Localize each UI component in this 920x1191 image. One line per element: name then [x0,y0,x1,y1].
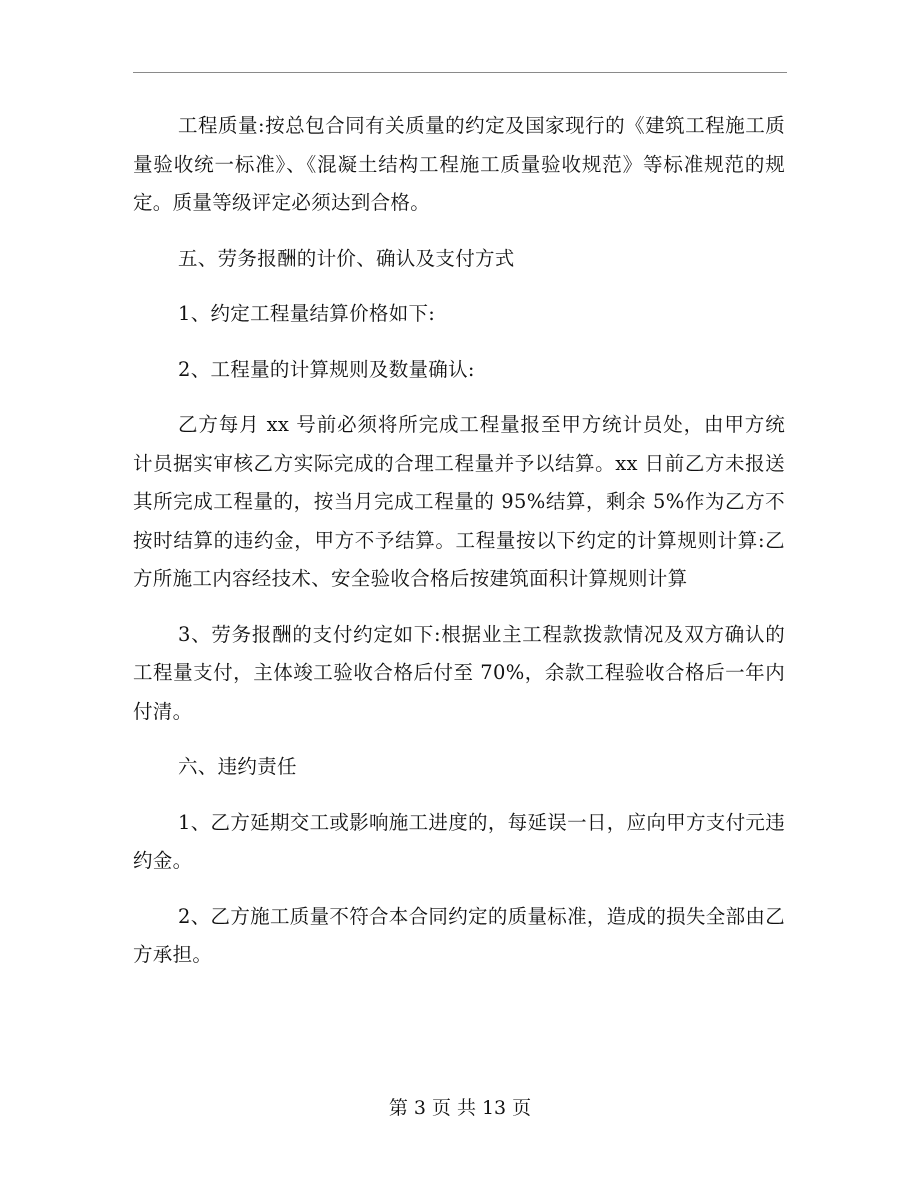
document-body [133,107,785,975]
header-rule [133,72,787,73]
paragraph-quality: 工程质量:按总包合同有关质量的约定及国家现行的《建筑工程施工质量验收统一标准》、《混凝土结构工程施工质量验收规范》等标准规范的规定。质量等级评定必须达到合格。 [133,114,785,214]
footer-page-word: 页 [431,1097,451,1119]
footer-prefix: 第 [388,1097,408,1119]
heading-section-six: 六、违约责任 [178,755,297,778]
footer-current-page: 3 [413,1097,426,1119]
paragraph-item-1-price: 1、约定工程量结算价格如下: [178,302,436,325]
page-number-footer [0,1093,920,1123]
heading-section-five: 五、劳务报酬的计价、确认及支付方式 [178,246,515,270]
paragraph-item-2-rules: 2、工程量的计算规则及数量确认: [178,357,475,381]
paragraph-breach-2: 2、乙方施工质量不符合本合同约定的质量标准，造成的损失全部由乙方承担。 [133,904,785,966]
paragraph-monthly-settlement: 乙方每月 xx 号前必须将所完成工程量报至甲方统计员处，由甲方统计员据实审核乙方实际完成的合理工程量并予以结算。xx 日前乙方未报送其所完成工程量的，按当月完成工程量的 95%结算，剩余 5%作为乙方不按时结算的违约金，甲方不予结算。工程量按以下约定的计算规则计算:乙方所施工内容经技术、安全验收合格后按建筑面积计算规则计算 [133,413,785,590]
paragraph-item-3-payment: 3、劳务报酬的支付约定如下:根据业主工程款拨款情况及双方确认的工程量支付，主体竣工验收合格后付至 70%，余款工程验收合格后一年内付清。 [133,622,785,723]
footer-total-pages: 13 [481,1097,507,1119]
footer-suffix: 页 [512,1097,532,1119]
paragraph-breach-1: 1、乙方延期交工或影响施工进度的，每延误一日，应向甲方支付元违约金。 [133,810,785,872]
footer-total-word: 共 [456,1097,476,1119]
